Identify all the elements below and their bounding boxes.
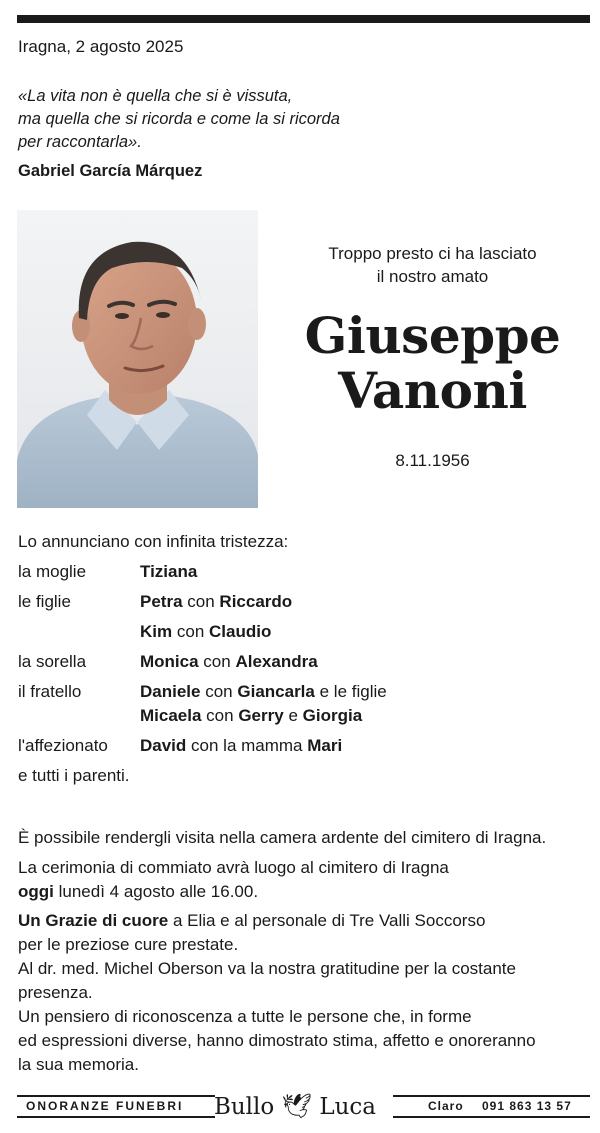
family-names-figlie-2 bbox=[140, 622, 271, 642]
funeral-home-logo bbox=[205, 1092, 385, 1122]
family-name: Kim bbox=[140, 622, 173, 641]
thanks-line: Un pensiero di riconoscenza a tutte le persone che, in forme bbox=[18, 1007, 472, 1026]
quote-author: Gabriel García Márquez bbox=[18, 162, 203, 180]
intro-line: il nostro amato bbox=[376, 267, 489, 286]
family-name: Monica bbox=[140, 652, 199, 671]
footer-location: Claro bbox=[428, 1099, 464, 1113]
connector-text: con bbox=[203, 652, 231, 671]
logo-right-text: Luca bbox=[319, 1094, 377, 1120]
first-name: Giuseppe bbox=[304, 306, 561, 365]
place-date: Iragna, 2 agosto 2025 bbox=[18, 37, 184, 56]
footer-rule-right-top bbox=[393, 1095, 590, 1097]
thanks-line: ed espressioni diverse, hanno dimostrato stima, affetto e onoreranno bbox=[18, 1031, 536, 1050]
connector-text: con la mamma bbox=[191, 736, 303, 755]
family-names-figlie-1 bbox=[140, 592, 292, 612]
relation-label-figlie: le figlie bbox=[18, 592, 71, 611]
family-name: Petra bbox=[140, 592, 183, 611]
ceremony-info bbox=[18, 856, 449, 904]
quote bbox=[18, 85, 340, 154]
family-names-sorella bbox=[140, 652, 318, 672]
footer-rule-left-top bbox=[17, 1095, 215, 1097]
other-relatives: e tutti i parenti. bbox=[18, 766, 130, 785]
family-name: Giorgia bbox=[302, 706, 363, 725]
logo-left-text: Bullo bbox=[213, 1094, 275, 1120]
ceremony-time: lunedì 4 agosto alle 16.00. bbox=[58, 882, 259, 901]
thanks-paragraph bbox=[18, 909, 536, 1077]
family-name: David bbox=[140, 736, 187, 755]
thanks-line: la sua memoria. bbox=[18, 1055, 139, 1074]
thanks-text: a Elia e al personale di Tre Valli Soccorso bbox=[172, 911, 486, 930]
family-name: Riccardo bbox=[219, 592, 293, 611]
deceased-name bbox=[300, 308, 565, 418]
quote-line: «La vita non è quella che si è vissuta, bbox=[18, 87, 293, 105]
ceremony-day: oggi bbox=[18, 882, 54, 901]
intro-text bbox=[300, 242, 565, 288]
relation-label-moglie: la moglie bbox=[18, 562, 87, 581]
family-name: Gerry bbox=[238, 706, 284, 725]
intro-line: Troppo presto ci ha lasciato bbox=[328, 244, 537, 263]
footer-rule-left-bottom bbox=[17, 1116, 215, 1118]
ceremony-line-2 bbox=[18, 880, 449, 904]
thanks-line bbox=[18, 909, 536, 933]
family-name: Giancarla bbox=[237, 682, 315, 701]
top-rule bbox=[17, 15, 590, 23]
birth-date: 8.11.1956 bbox=[395, 451, 470, 470]
family-name: Claudio bbox=[209, 622, 272, 641]
quote-line: ma quella che si ricorda e come la si ricorda bbox=[18, 110, 340, 128]
family-name: Alexandra bbox=[235, 652, 318, 671]
family-name: Tiziana bbox=[140, 562, 198, 581]
connector-text: e le figlie bbox=[319, 682, 387, 701]
ceremony-line: La cerimonia di commiato avrà luogo al cimitero di Iragna bbox=[18, 858, 449, 877]
relation-label-affezionato: l'affezionato bbox=[18, 736, 108, 755]
visit-info: È possibile rendergli visita nella camera ardente del cimitero di Iragna. bbox=[18, 828, 547, 847]
family-name: Daniele bbox=[140, 682, 201, 701]
dove-icon: 🕊 bbox=[281, 1092, 313, 1120]
connector-text: con bbox=[205, 682, 233, 701]
family-name: Micaela bbox=[140, 706, 202, 725]
footer-funeral-home-label: ONORANZE FUNEBRI bbox=[26, 1099, 184, 1113]
announcement: Lo annunciano con infinita tristezza: bbox=[18, 532, 289, 551]
deceased-portrait-photo bbox=[17, 210, 258, 508]
portrait-illustration bbox=[17, 210, 258, 508]
quote-line: per raccontarla». bbox=[18, 133, 142, 151]
relation-label-fratello: il fratello bbox=[18, 682, 82, 701]
connector-text: con bbox=[176, 622, 205, 641]
footer-rule-right-bottom bbox=[393, 1116, 590, 1118]
footer-phone: 091 863 13 57 bbox=[482, 1099, 572, 1113]
connector-text: con bbox=[206, 706, 234, 725]
family-names-fratello-2 bbox=[140, 706, 362, 726]
thanks-heading: Un Grazie di cuore bbox=[18, 911, 169, 930]
family-name: Mari bbox=[307, 736, 343, 755]
thanks-line: presenza. bbox=[18, 983, 93, 1002]
connector-text: e bbox=[288, 706, 298, 725]
connector-text: con bbox=[187, 592, 215, 611]
family-names-fratello-1 bbox=[140, 682, 387, 702]
thanks-line: Al dr. med. Michel Oberson va la nostra gratitudine per la costante bbox=[18, 959, 516, 978]
last-name: Vanoni bbox=[338, 361, 527, 420]
relation-label-sorella: la sorella bbox=[18, 652, 87, 671]
thanks-line: per le preziose cure prestate. bbox=[18, 935, 239, 954]
family-names-affezionato bbox=[140, 736, 342, 756]
family-names-moglie bbox=[140, 562, 197, 582]
